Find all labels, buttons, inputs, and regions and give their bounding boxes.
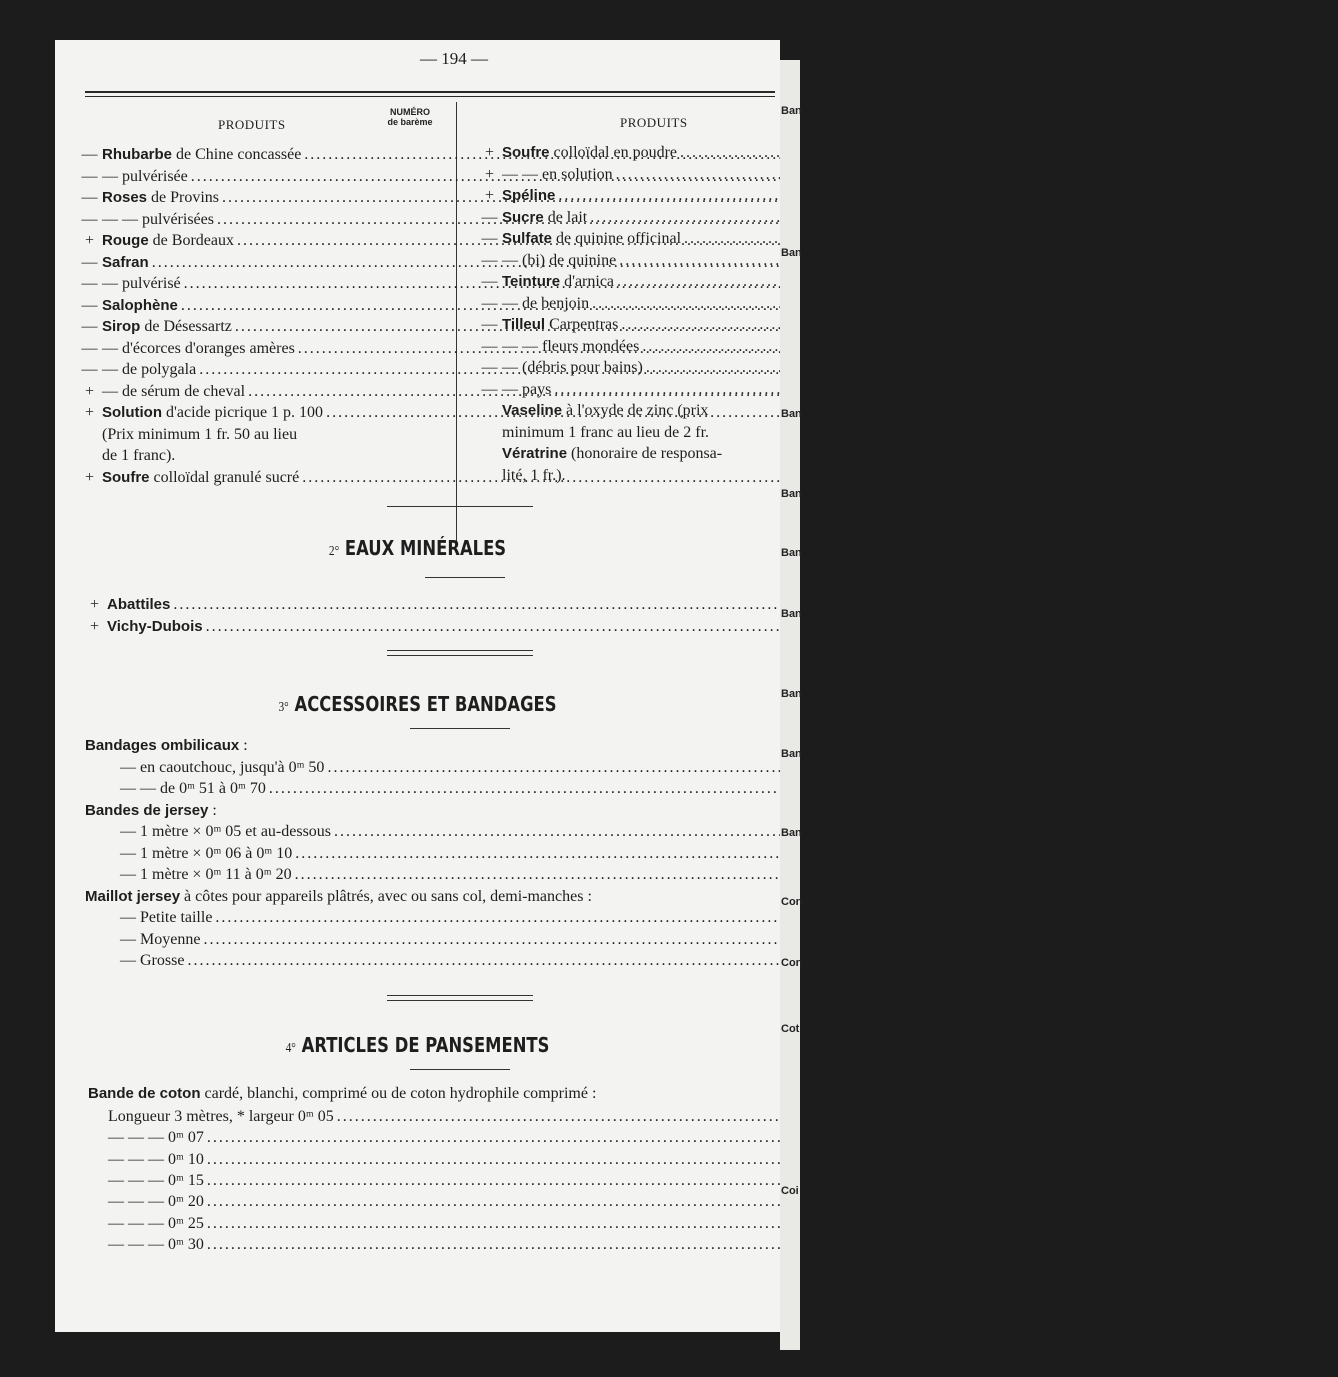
row-mark: + [84, 382, 95, 400]
tariff-number: 47 [900, 232, 917, 249]
section2-top-rule [387, 506, 533, 507]
item-detail: — — — 0ᵐ 30 [108, 1235, 204, 1253]
row-mark: + [484, 187, 495, 204]
dot-leader [292, 866, 949, 884]
row-mark: + [84, 232, 95, 249]
list-item [477, 273, 779, 294]
row-mark: — [481, 273, 498, 290]
item-detail: colloïdal en poudre [549, 144, 678, 161]
dot-leader [204, 1129, 861, 1147]
dot-leader [212, 909, 869, 927]
item-label [102, 404, 323, 422]
item-label [120, 845, 292, 863]
item-label [502, 381, 551, 399]
tariff-number: 52 [880, 210, 897, 228]
section4-title [120, 1033, 715, 1057]
item-label [108, 1108, 334, 1126]
item-detail: — — pulvérisées [102, 210, 214, 228]
list-item [477, 230, 779, 251]
group-heading-bold: Bandages ombilicaux [85, 737, 240, 754]
row-mark: — [81, 296, 98, 314]
tariff-number: 65 [844, 296, 861, 314]
item-detail: à l'oxyde de zinc (prix [562, 402, 709, 419]
row-mark: — [481, 316, 498, 333]
row-mark: — [481, 359, 498, 376]
right-column-header: PRODUITS [620, 115, 688, 130]
dot-leader [614, 273, 1271, 291]
row-mark: — [81, 210, 98, 228]
dot-leader [266, 780, 923, 798]
dot-leader [555, 187, 1212, 205]
top-rule-thin [85, 96, 775, 97]
item-label [502, 424, 709, 442]
group-heading [85, 737, 248, 755]
section3-title [120, 692, 715, 716]
item-detail: — pays [502, 380, 552, 398]
section3-title-text: ACCESSOIRES ET BANDAGES [294, 692, 557, 716]
item-detail: minimum 1 franc au lieu de 2 fr. [502, 423, 710, 441]
item-name: Solution [102, 404, 162, 421]
dot-leader [677, 144, 1334, 162]
tariff-number: 41 [966, 468, 983, 486]
section4-number: 4° [285, 1041, 296, 1056]
item-label [120, 780, 266, 798]
item-detail: — d'écorces d'oranges amères [102, 339, 295, 357]
list-item [83, 1215, 773, 1236]
list-item [477, 402, 779, 423]
list-item [83, 1108, 773, 1129]
item-detail: — Grosse [120, 952, 185, 969]
item-detail: d'arnica [560, 273, 615, 290]
list-item [83, 1193, 773, 1214]
edge-label: Ban [781, 105, 802, 117]
item-detail: de Chine concassée [172, 146, 302, 163]
list-item [95, 823, 772, 844]
edge-label: Cot [781, 1023, 800, 1035]
item-label [102, 318, 232, 336]
list-item [477, 359, 779, 380]
item-detail: Carpentras [545, 316, 619, 333]
item-label [502, 338, 639, 356]
list-item [477, 166, 779, 187]
item-name: Vaseline [502, 402, 563, 419]
edge-label: Ban [781, 247, 802, 259]
list-item [477, 209, 779, 230]
item-label [120, 823, 331, 841]
next-page-edge [780, 60, 803, 1350]
item-label [120, 909, 212, 927]
row-mark: + [84, 404, 95, 421]
item-label [102, 340, 295, 358]
item-name: Sirop [102, 318, 141, 335]
tariff-number: 50 [886, 189, 903, 206]
list-item [82, 596, 772, 617]
item-detail: — pulvérisée [102, 167, 188, 185]
item-label [502, 166, 613, 184]
row-mark: — [481, 294, 498, 312]
edge-label: Con [781, 896, 803, 908]
number-column-header [383, 107, 437, 127]
list-item [477, 144, 779, 165]
list-item [477, 467, 779, 488]
dot-leader [204, 1172, 861, 1190]
item-detail: — — — 0ᵐ 10 [108, 1150, 204, 1168]
list-item [477, 338, 779, 359]
item-label [102, 189, 219, 207]
item-name: Safran [102, 253, 149, 271]
list-item [477, 252, 779, 273]
item-detail: — Moyenne [120, 930, 201, 948]
edge-label: Coi [781, 1185, 799, 1197]
dot-leader [203, 618, 860, 636]
item-label [120, 759, 324, 777]
item-name: Rhubarbe [102, 146, 173, 163]
item-detail: — de benjoin [502, 294, 590, 312]
row-mark: — [81, 275, 98, 292]
row-mark: — [481, 230, 498, 247]
item-name: Roses [102, 189, 148, 206]
item-detail: — — — 0ᵐ 15 [108, 1171, 204, 1189]
item-detail: — — — 0ᵐ 20 [108, 1193, 204, 1211]
tariff-number: 45 [968, 146, 985, 163]
section2-under-rule [425, 577, 505, 578]
section3-number: 3° [278, 700, 289, 715]
section4-heading [88, 1085, 596, 1103]
item-label [108, 1151, 204, 1169]
edge-label: Ban [781, 488, 802, 500]
item-label [102, 254, 149, 272]
item-label [108, 1193, 204, 1211]
item-label [102, 232, 234, 250]
list-item [95, 845, 772, 866]
item-label [102, 426, 297, 444]
list-item [477, 316, 779, 337]
row-mark: — [81, 189, 98, 206]
item-label [502, 295, 589, 313]
dot-leader [204, 1236, 861, 1254]
item-label [102, 275, 181, 293]
item-detail: de Désessartz [140, 318, 232, 335]
item-label [108, 1236, 204, 1254]
dot-leader [184, 952, 841, 970]
dot-leader [587, 209, 1244, 227]
section4-heading-rest: cardé, blanchi, comprimé ou de coton hydrophile comprimé : [200, 1085, 597, 1102]
edge-label: Ban [781, 547, 802, 559]
group-heading-bold: Bandes de jersey [85, 801, 209, 819]
dot-leader [639, 338, 1296, 356]
item-label [502, 467, 566, 485]
item-detail: Longueur 3 mètres, * largeur 0ᵐ 05 [108, 1108, 334, 1125]
list-item [477, 445, 779, 466]
row-mark: — [81, 318, 98, 335]
item-name: Abattiles [107, 596, 171, 613]
item-label [102, 297, 178, 315]
item-detail: de Provins [147, 189, 220, 206]
item-detail: — Petite taille [120, 909, 213, 926]
item-label [502, 316, 618, 334]
item-detail: — en caoutchouc, jusqu'à 0ᵐ 50 [120, 758, 325, 776]
item-label [107, 596, 170, 614]
dot-leader [292, 845, 949, 863]
row-mark: — [81, 146, 98, 163]
row-mark: — [81, 361, 98, 378]
item-label [502, 445, 722, 463]
list-item [95, 759, 772, 780]
item-label [502, 144, 677, 162]
item-label [502, 209, 587, 227]
group-heading-suffix: : [239, 737, 248, 754]
group-heading-suffix: à côtes pour appareils plâtrés, avec ou sans col, demi-manches : [180, 887, 592, 905]
item-detail: de lait [543, 208, 588, 226]
dot-leader [170, 596, 827, 614]
group-heading-suffix: : [208, 801, 217, 819]
group-heading-bold: Maillot jersey [85, 887, 181, 905]
item-label [120, 952, 184, 970]
item-detail: — — en solution [502, 165, 613, 183]
dot-leader [589, 295, 1246, 313]
item-detail: (honoraire de responsa- [567, 445, 723, 462]
edge-label: Ban [781, 748, 802, 760]
page-number: — 194 — [420, 49, 488, 68]
item-detail: d'acide picrique 1 p. 100 [162, 404, 324, 421]
item-detail: — 1 mètre × 0ᵐ 05 et au-dessous [120, 823, 332, 840]
tariff-number: 28 [961, 339, 978, 357]
list-item [95, 931, 772, 952]
row-mark: + [89, 596, 100, 613]
tariff-number: 69 [815, 253, 832, 271]
list-item [83, 1151, 773, 1172]
tariff-number: 29 [898, 318, 915, 335]
section4-title-text: ARTICLES DE PANSEMENTS [301, 1033, 550, 1057]
item-detail: — (débris pour bains) [502, 359, 643, 376]
dot-leader [616, 252, 1273, 270]
item-detail: — — fleurs mondées [502, 337, 640, 355]
item-label [502, 187, 555, 205]
item-label [102, 168, 188, 186]
item-label [502, 252, 616, 270]
item-label [102, 447, 175, 465]
item-detail: lité, 1 fr.). [502, 466, 566, 484]
item-label [102, 469, 299, 487]
row-mark: — [481, 208, 498, 226]
item-name: Spéline [502, 187, 556, 204]
list-item [82, 618, 772, 639]
item-label [502, 230, 681, 248]
tariff-number: 71 [847, 275, 864, 292]
item-detail: — — — 0ᵐ 25 [108, 1214, 204, 1232]
row-mark: — [81, 167, 98, 185]
dot-leader [613, 166, 1270, 184]
item-name: Sulfate [502, 230, 553, 247]
item-label [502, 359, 643, 377]
item-detail: colloïdal granulé sucré [149, 468, 300, 486]
dot-leader [204, 1151, 861, 1169]
list-item [83, 1172, 773, 1193]
section4-heading-bold: Bande de coton [88, 1085, 201, 1102]
item-name: Rouge [102, 232, 149, 249]
list-item [83, 1129, 773, 1150]
row-mark: + [484, 165, 495, 183]
row-mark: — [481, 251, 498, 269]
row-mark: + [89, 618, 100, 635]
section3-double-rule [387, 650, 533, 656]
item-label [120, 866, 292, 884]
item-detail: — de sérum de cheval [102, 382, 246, 400]
item-detail: de 1 franc). [102, 447, 176, 464]
list-item [77, 447, 433, 468]
item-detail: — 1 mètre × 0ᵐ 06 à 0ᵐ 10 [120, 844, 293, 862]
item-label [120, 931, 200, 949]
dot-leader [204, 1215, 861, 1233]
item-name: Tilleul [502, 316, 546, 333]
item-label [102, 361, 196, 379]
list-item [477, 424, 779, 445]
list-item [95, 866, 772, 887]
item-detail: de quinine officinal [552, 230, 682, 247]
dot-leader [618, 316, 1275, 334]
list-item [83, 1236, 773, 1257]
row-mark: + [84, 468, 95, 486]
item-detail: (Prix minimum 1 fr. 50 au lieu [102, 425, 298, 443]
group-heading [85, 888, 592, 906]
dot-leader [200, 931, 857, 949]
item-label [108, 1215, 204, 1233]
row-mark: + [484, 144, 495, 161]
item-name: Teinture [502, 273, 561, 290]
list-item [95, 952, 772, 973]
row-mark: — [81, 339, 98, 357]
item-label [102, 146, 301, 164]
item-detail: — — — 0ᵐ 07 [108, 1129, 204, 1147]
section2-number: 2° [328, 544, 340, 559]
edge-label: Con [781, 957, 803, 969]
row-mark: — [481, 337, 498, 355]
item-detail: — de polygala [102, 361, 197, 378]
item-label [502, 273, 614, 291]
list-item [477, 295, 779, 316]
list-item [477, 187, 779, 208]
item-name: Salophène [102, 296, 178, 314]
list-item [95, 909, 772, 930]
edge-label: Ban [781, 688, 802, 700]
row-mark: — [481, 380, 498, 398]
dot-leader [643, 359, 1300, 377]
dot-leader [331, 823, 988, 841]
section2-title-text: EAUX MINÉRALES [344, 536, 507, 560]
dot-leader [204, 1193, 861, 1211]
item-detail: — (bi) de quinine [502, 251, 617, 269]
item-name: Vératrine [502, 445, 568, 462]
section3-under-rule [410, 728, 510, 729]
edge-label: Ban [781, 827, 802, 839]
group-heading [85, 802, 217, 820]
item-name: Vichy-Dubois [107, 618, 203, 635]
edge-label: Ban [781, 608, 802, 620]
item-label [502, 402, 708, 420]
item-detail: — 1 mètre × 0ᵐ 11 à 0ᵐ 20 [120, 866, 292, 883]
list-item [77, 426, 433, 447]
tariff-number: 30 [863, 361, 880, 378]
number-header-line1: NUMÉRO [390, 107, 430, 117]
item-name: Soufre [502, 144, 550, 161]
item-detail: — — de 0ᵐ 51 à 0ᵐ 70 [120, 780, 266, 797]
list-item [477, 381, 779, 402]
tariff-number: 47 [854, 167, 871, 185]
section2-title [120, 536, 715, 560]
dot-leader [334, 1108, 991, 1126]
section4-under-rule [410, 1069, 510, 1070]
item-detail: — pulvérisé [102, 275, 181, 292]
item-label [108, 1172, 204, 1190]
item-detail: de Bordeaux [148, 232, 234, 249]
top-rule [85, 91, 775, 93]
item-label [102, 211, 214, 229]
item-label [107, 618, 203, 636]
number-header-line2: de barème [387, 117, 433, 127]
section4-double-rule [387, 995, 533, 1001]
item-label [102, 383, 245, 401]
dot-leader [551, 381, 1208, 399]
item-label [108, 1129, 204, 1147]
item-name: Soufre [102, 468, 150, 486]
tariff-number: 42 [912, 382, 929, 400]
tariff-number: 17 [990, 404, 1007, 421]
list-item [95, 780, 772, 801]
item-name: Sucre [502, 208, 544, 226]
dot-leader [324, 759, 981, 777]
row-mark: — [81, 253, 98, 271]
edge-label: Ban [781, 408, 802, 420]
left-column-header: PRODUITS [218, 117, 286, 132]
